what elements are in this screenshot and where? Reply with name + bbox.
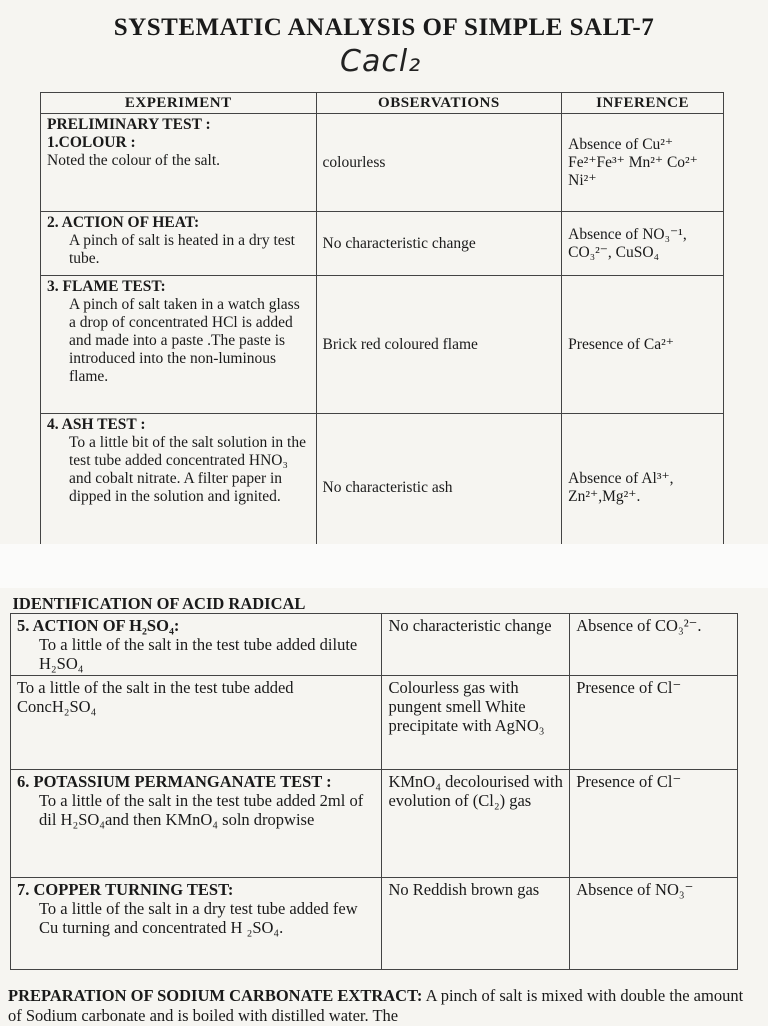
table-row [11, 676, 738, 770]
table-row [41, 212, 724, 276]
row-heading: 4. ASH TEST : [47, 416, 146, 433]
table-row [11, 770, 738, 878]
experiment-cell [41, 114, 317, 212]
row-procedure: To a little bit of the salt solution in the test tube added concentrated HNO₃ and cobalt nitrate. A filter paper in dipped in the solution and ignited. [69, 434, 306, 505]
observation-cell: No characteristic change [382, 614, 570, 676]
experiment-cell [11, 614, 382, 676]
row-heading: 5. ACTION OF H₂SO₄: [17, 616, 180, 635]
observation-cell: No characteristic change [316, 212, 562, 276]
experiment-cell [41, 212, 317, 276]
observation-cell: No Reddish brown gas [382, 878, 570, 970]
observation-cell: colourless [316, 114, 562, 212]
page-gap [0, 544, 768, 588]
row-heading: PRELIMINARY TEST : [47, 116, 211, 133]
header-observations: OBSERVATIONS [316, 93, 562, 114]
experiment-cell [11, 770, 382, 878]
inference-cell: Absence of Al³⁺, Zn²⁺,Mg²⁺. [562, 414, 724, 562]
table-row [41, 414, 724, 562]
inference-cell: Absence of Cu²⁺ Fe²⁺Fe³⁺ Mn²⁺ Co²⁺ Ni²⁺ [562, 114, 724, 212]
inference-cell: Absence of CO₃²⁻. [570, 614, 738, 676]
observation-cell: Colourless gas with pungent smell White precipitate with AgNO₃ [382, 676, 570, 770]
sodium-carbonate-extract-paragraph [8, 986, 760, 1026]
experiment-cell [41, 414, 317, 562]
row-procedure: To a little of the salt in a dry test tube added few Cu turning and concentrated H ₂SO₄. [39, 899, 358, 937]
row-heading: 2. ACTION OF HEAT: [47, 214, 200, 231]
observation-cell: KMnO₄ decolourised with evolution of (Cl₂) gas [382, 770, 570, 878]
table-row [41, 276, 724, 414]
header-experiment: EXPERIMENT [41, 93, 317, 114]
header-inference: INFERENCE [562, 93, 724, 114]
experiment-cell [11, 676, 382, 770]
table-row [11, 878, 738, 970]
table-header-row [41, 93, 724, 114]
row-heading: 6. POTASSIUM PERMANGANATE TEST : [17, 772, 332, 791]
basic-radical-table [40, 92, 724, 562]
row-procedure: A pinch of salt taken in a watch glass a drop of concentrated HCl is added and made into a paste .The paste is introduced into the non-luminous flame. [69, 296, 300, 385]
row-procedure: A pinch of salt is heated in a dry test tube. [69, 232, 295, 267]
inference-cell: Presence of Cl⁻ [570, 770, 738, 878]
row-procedure: Noted the colour of the salt. [47, 152, 221, 169]
page-title: SYSTEMATIC ANALYSIS OF SIMPLE SALT-7 [113, 14, 655, 41]
table-row [11, 614, 738, 676]
row-procedure: To a little of the salt in the test tube added 2ml of dil H₂SO₄and then KMnO₄ soln dropwise [39, 791, 364, 829]
inference-cell: Presence of Cl⁻ [570, 676, 738, 770]
footer-label: PREPARATION OF SODIUM CARBONATE EXTRACT: [8, 986, 423, 1005]
acid-radical-title: IDENTIFICATION OF ACID RADICAL [11, 594, 738, 614]
row-subheading: 1.COLOUR : [47, 134, 136, 151]
table-row [41, 114, 724, 212]
observation-cell: No characteristic ash [316, 414, 562, 562]
row-procedure: To a little of the salt in the test tube added ConcH₂SO₄ [17, 678, 294, 716]
observation-cell: Brick red coloured flame [316, 276, 562, 414]
experiment-cell [11, 878, 382, 970]
table-title-row [11, 594, 738, 614]
inference-cell: Absence of NO₃⁻¹, CO₃²⁻, CuSO₄ [562, 212, 724, 276]
acid-radical-table [10, 594, 738, 970]
footer-text: A pinch of salt is mixed with double the amount of Sodium carbonate and is boiled with distilled water. The [8, 986, 744, 1025]
row-heading: 7. COPPER TURNING TEST: [17, 880, 234, 899]
row-heading: 3. FLAME TEST: [47, 278, 166, 295]
inference-cell: Absence of NO₃⁻ [570, 878, 738, 970]
inference-cell: Presence of Ca²⁺ [562, 276, 724, 414]
row-procedure: To a little of the salt in the test tube added dilute H₂SO₄ [39, 635, 358, 673]
handwritten-salt-formula: Cacl₂ [340, 44, 422, 79]
experiment-cell [41, 276, 317, 414]
